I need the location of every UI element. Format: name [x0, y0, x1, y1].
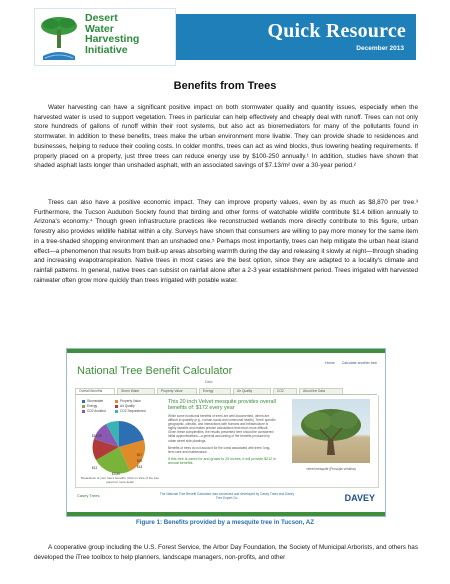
legend-item: Stormwater — [82, 399, 115, 404]
footer-credit: The National Tree Benefit Calculator was conceived and developed by Casey Trees and Davey Tree Expert Co. — [159, 492, 295, 501]
calculator-tabs — [75, 388, 377, 395]
figure-nav — [319, 361, 377, 365]
figure-top-bar — [67, 349, 385, 353]
pie-caption: Breakdown of your tree's benefits. Click on slice of the tree panel for more detail — [81, 476, 159, 484]
paragraph-3 — [34, 543, 418, 562]
pie-label: $18 — [137, 465, 143, 469]
tab-energy[interactable]: Energy — [199, 388, 231, 394]
header-banner — [176, 14, 416, 60]
benefit-text: While some functional benefits of trees are well documented, others are difficult to quantify (e.g., human social and communal health). Trees' specific geographic, climatic, and interactions with humans and infrastructure is highly variable and makes precise calculations that much more difficult. Given these complexities, the results presented here should be considered initial approximations—a general accounting of the benefits produced by urban street side plantings. — [168, 414, 276, 443]
banner-date: December 2013 — [356, 45, 404, 52]
tab-air-quality[interactable]: Air Quality — [233, 388, 271, 394]
tab-overall-benefits[interactable]: Overall Benefits — [75, 388, 115, 394]
benefit-description — [168, 414, 276, 468]
figure-bottom-bar — [67, 512, 385, 516]
paragraph-text: Trees can also have a positive economic impact. They can improve property values, even by as much as $8,870 per tree.³ Furthermore, the Tucson Audubon Society found that birding and other forms of watchable wildlife contribute $1.4 billion annually to Arizona's economy.⁴ Though green infrastructure practices like reconstructed wetlands more directly contribute to this figure, urban forestry also provides wildlife habitat within a city. Surveys have shown that consumers are willing to pay more money for the same item in a tree-shaded shopping environment than an unshaded one.⁵ Perhaps most importantly, trees can help mitigate the urban heat island effect—a phenomenon that results from built-up areas absorbing warmth during the day and releasing it slowly at night—through shading and increasing evapotranspiration. Native trees in most cases are the best option, since they are adapted to a locality's climate and rainfall patterns. In general, native trees can subsist on rainfall alone after a 2-3 year establishment period. Trees irrigated with harvested rainwater often grow more quickly than trees irrigated with potable water. — [34, 199, 418, 284]
banner-title: Quick Resource — [267, 20, 406, 42]
legend-item: Property Value — [115, 399, 148, 404]
tab-property-value[interactable]: Property Value — [157, 388, 197, 394]
page-title: Benefits from Trees — [173, 80, 277, 92]
benefit-pie-chart[interactable] — [88, 417, 150, 477]
paragraph-2 — [34, 198, 418, 285]
figure-footer — [67, 489, 385, 511]
tab-storm-water[interactable]: Storm Water — [117, 388, 155, 394]
tab-co2[interactable]: CO2 — [273, 388, 297, 394]
paragraph-1 — [34, 103, 418, 171]
calculator-title: National Tree Benefit Calculator — [77, 365, 233, 377]
nav-home-link[interactable]: Home — [325, 361, 335, 365]
legend-item: Energy — [82, 404, 115, 409]
mesquite-tree-icon — [292, 399, 370, 463]
paragraph-text: Water harvesting can have a significant positive impact on both stormwater quality and quantity issues, especially when the harvested water is used to support vegetation. Trees in particular can help effectively and cheaply deal with runoff. Trees can not only store hundreds of gallons of runoff within their root systems, but also act as bioremediators for many of the pollutants found in stormwater. In addition to these benefits, trees make the urban environment more livable. They can provide shade to residences and businesses, helping to reduce their cooling costs. In colder months, trees can act as wind blocks, thus lowering heating requirements. If properly placed on a property, just three trees can reduce energy use by $100-250 annually.¹ In addition, studies have shown that shaded asphalt lasts longer than unshaded asphalt, with an associated savings of $7.13/m² over a 30-year period.² — [34, 104, 418, 170]
logo-text — [85, 13, 139, 55]
logo-line: Harvesting — [85, 33, 140, 45]
figure-screenshot — [66, 348, 386, 517]
benefit-text: Benefits of trees do not account for the costs associated with trees' long-term care and maintenance. — [168, 445, 271, 454]
legend-item: CO2 Sequestered — [115, 409, 148, 414]
nav-calculate-link[interactable]: Calculate another tree — [341, 361, 377, 365]
benefit-headline: This 20 inch Velvet mesquite provides overall benefits of: $172 every year — [168, 399, 276, 412]
davey-logo: DAVEY — [344, 493, 375, 503]
pie-legend — [82, 399, 152, 414]
logo-line: Desert — [85, 12, 118, 24]
logo-line: Initiative — [85, 43, 128, 56]
mesquite-photo — [292, 399, 370, 463]
tree-logo-icon — [39, 12, 79, 62]
pie-label: $3.80 — [112, 472, 120, 476]
growth-note: If this tree is cared for and grows to 25 inches, it will provide $212 in annual benefits. — [168, 456, 276, 465]
paragraph-text: A cooperative group including the U.S. Forest Service, the Arbor Day Foundation, the Society of Municipal Arborists, and others has developed the iTree toolbox to help planners, landscape managers, non-profits, and other — [34, 544, 418, 561]
figure-caption: Figure 1: Benefits provided by a mesquite tree in Tucson, AZ — [135, 519, 315, 526]
pie-label: $13 — [92, 466, 98, 470]
header — [0, 4, 450, 64]
logo — [34, 8, 176, 66]
photo-caption: velvet mesquite (Prosopis velutina) — [306, 467, 356, 471]
calculator-subtitle: Data — [205, 380, 213, 384]
logo-line: Water — [85, 22, 114, 35]
casey-trees-logo: Casey Trees — [77, 493, 100, 498]
calculator-panel — [75, 395, 379, 488]
legend-item: Air Quality — [115, 404, 148, 409]
pie-label: $14.00 — [92, 434, 102, 438]
pie-label: $29 — [137, 459, 143, 463]
tab-about-data[interactable]: About the Data — [299, 388, 343, 394]
pie-label: $17 — [137, 453, 143, 457]
legend-item: CO2 Avoided — [82, 409, 115, 414]
